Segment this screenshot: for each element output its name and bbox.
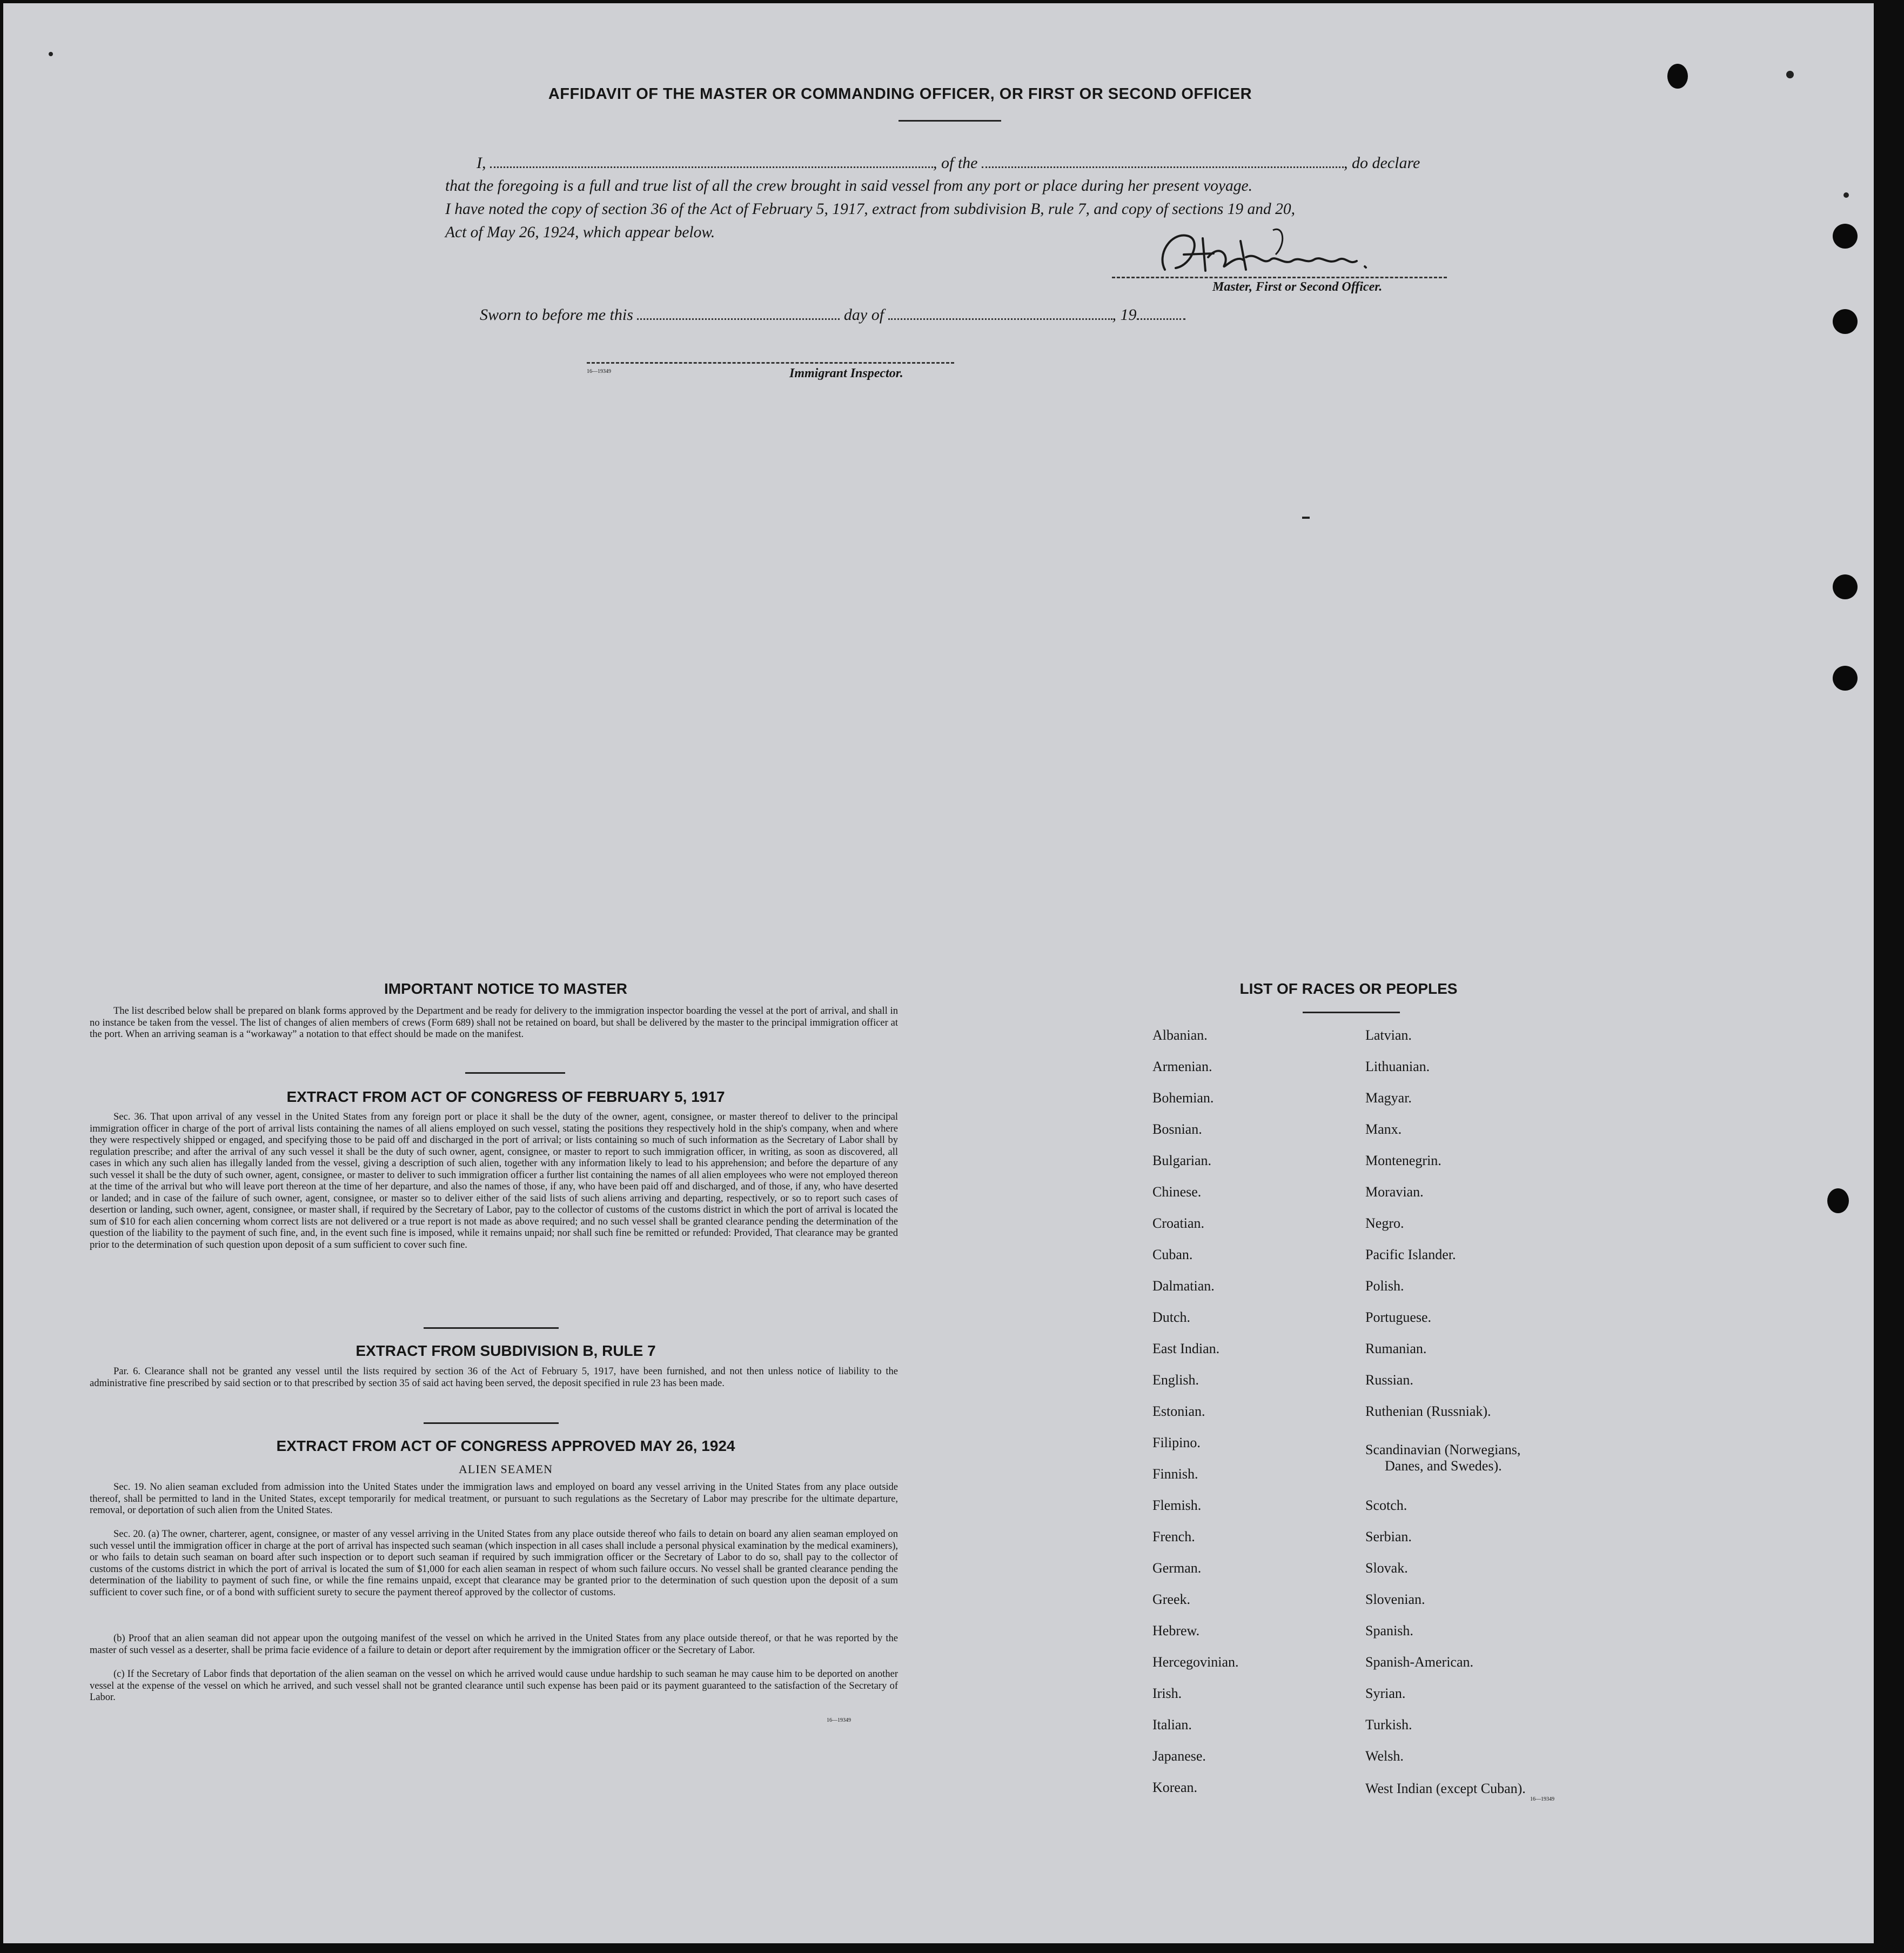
form-number: 16—19349: [827, 1717, 851, 1723]
affidavit-line-2: that the foregoing is a full and true list of all the crew brought in said vessel from any port or place during her present voyage.: [445, 177, 1252, 195]
punch-hole: [1833, 666, 1858, 691]
inspector-signature-line: [587, 362, 954, 364]
race-item: Irish.: [1152, 1686, 1182, 1701]
divider: [424, 1327, 559, 1329]
race-item: Manx.: [1365, 1121, 1402, 1137]
race-item: Pacific Islander.: [1365, 1247, 1456, 1262]
declarant-name-field: [490, 155, 933, 168]
race-item: Korean.: [1152, 1780, 1198, 1795]
sworn-label: Sworn to before me this: [480, 306, 633, 324]
affidavit-line-3: I have noted the copy of section 36 of the Act of February 5, 1917, extract from subdivision B, rule 7, and copy of sections 19 and 20,: [445, 200, 1296, 218]
officer-signature: [1154, 222, 1408, 282]
punch-hole: [1833, 224, 1858, 249]
race-item: Armenian.: [1152, 1059, 1212, 1074]
race-item: Scandinavian (Norwegians,: [1365, 1442, 1521, 1457]
race-item: Ruthenian (Russniak).: [1365, 1403, 1491, 1419]
affidavit-title: AFFIDAVIT OF THE MASTER OR COMMANDING OFFICER, OR FIRST OR SECOND OFFICER: [548, 85, 1252, 103]
sworn-line: [480, 306, 1185, 324]
race-item: Syrian.: [1365, 1686, 1406, 1701]
race-item: Slovenian.: [1365, 1591, 1425, 1607]
race-item: Hercegovinian.: [1152, 1654, 1239, 1670]
punch-hole: [1833, 309, 1858, 334]
race-item: Lithuanian.: [1365, 1059, 1430, 1074]
sworn-year-field: [1137, 306, 1185, 320]
affidavit-line-1: [477, 154, 1420, 172]
sworn-day-field: [637, 306, 840, 320]
race-item: Greek.: [1152, 1591, 1191, 1607]
inspector-caption: Immigrant Inspector.: [789, 366, 903, 380]
race-item: West Indian (except Cuban).: [1365, 1781, 1526, 1796]
extract-1924-title: EXTRACT FROM ACT OF CONGRESS APPROVED MAY 26, 1924: [276, 1437, 735, 1454]
signature-caption: Master, First or Second Officer.: [1212, 280, 1383, 294]
race-item: Polish.: [1365, 1278, 1404, 1294]
race-item: Montenegrin.: [1365, 1153, 1442, 1168]
race-item: East Indian.: [1152, 1341, 1220, 1356]
divider: [465, 1072, 565, 1074]
race-item: French.: [1152, 1529, 1195, 1544]
of-the-label: , of the: [933, 154, 978, 172]
race-item: Scotch.: [1365, 1497, 1407, 1513]
race-item: English.: [1152, 1372, 1199, 1388]
punch-hole: [1667, 64, 1688, 89]
race-item: Serbian.: [1365, 1529, 1412, 1544]
rule-7-title: EXTRACT FROM SUBDIVISION B, RULE 7: [356, 1342, 656, 1359]
race-item: Portuguese.: [1365, 1309, 1432, 1325]
title-underline: [899, 120, 1001, 122]
race-item: Magyar.: [1365, 1090, 1412, 1106]
declarant-label: I,: [477, 154, 486, 172]
races-title: LIST OF RACES OR PEOPLES: [1239, 980, 1458, 997]
rule-7-text: Par. 6. Clearance shall not be granted any vessel until the lists required by section 36 of the Act of February 5, 1917, have been furnished, and not then unless notice of liability to the administrative fine prescribed by said section or to that prescribed by section 35 of said act having been served, the deposit specified in rule 23 has been made.: [90, 1366, 898, 1389]
race-item: Bohemian.: [1152, 1090, 1214, 1106]
race-item: German.: [1152, 1560, 1202, 1576]
form-number: 16—19349: [1530, 1796, 1554, 1802]
race-item: Spanish-American.: [1365, 1654, 1474, 1670]
race-item: Bosnian.: [1152, 1121, 1202, 1137]
race-item: Welsh.: [1365, 1748, 1404, 1764]
form-number: 16—19349: [587, 369, 611, 374]
punch-hole: [1833, 574, 1858, 599]
speck: [49, 52, 53, 56]
year-label: , 19: [1112, 306, 1137, 324]
signature-line: [1112, 277, 1447, 278]
notice-title: IMPORTANT NOTICE TO MASTER: [384, 980, 628, 997]
day-of-label: day of: [843, 306, 884, 324]
speck: [1302, 517, 1310, 519]
race-item: Bulgarian.: [1152, 1153, 1212, 1168]
extract-1917-title: EXTRACT FROM ACT OF CONGRESS OF FEBRUARY 5, 1917: [286, 1088, 725, 1105]
document-page: [3, 3, 1874, 1943]
notice-text: The list described below shall be prepared on blank forms approved by the Department and be ready for delivery to the immigration inspector boarding the vessel at the port of arrival, and shall in no instance be taken from the vessel. The list of changes of alien members of crews (Form 689) shall not be retained on board, but shall be delivered by the master to the principal immigration officer at the port. When an arriving seaman is a “workaway” a notation to that effect should be made on the manifest.: [90, 1006, 898, 1040]
race-item: Japanese.: [1152, 1748, 1206, 1764]
race-item: Albanian.: [1152, 1027, 1208, 1043]
divider: [424, 1422, 559, 1424]
race-item: Spanish.: [1365, 1623, 1413, 1638]
race-item: Russian.: [1365, 1372, 1413, 1388]
sworn-month-field: [888, 306, 1112, 320]
race-item: Hebrew.: [1152, 1623, 1200, 1638]
sec-20c-text: (c) If the Secretary of Labor finds that deportation of the alien seaman on the vessel on which he arrived would cause undue hardship to such seaman he may cause him to be deported on another vessel at the expense of the vessel on which he arrived, and such vessel shall not be granted clearance until such expense has been paid or its payment guaranteed to the satisfaction of the Secretary of Labor.: [90, 1669, 898, 1703]
alien-seamen-subtitle: ALIEN SEAMEN: [459, 1462, 553, 1476]
race-item: Slovak.: [1365, 1560, 1408, 1576]
race-item: Italian.: [1152, 1717, 1192, 1733]
speck: [1843, 192, 1849, 198]
race-item: Filipino.: [1152, 1435, 1201, 1450]
speck: [1786, 71, 1794, 78]
sec-19-text: Sec. 19. No alien seaman excluded from admission into the United States under the immigration laws and employed on board any vessel arriving in the United States from any place outside thereof, shall be permitted to land in the United States, except temporarily for medical treatment, or pursuant to such regulations as the Secretary of Labor may prescribe for the ultimate departure, removal, or deportation of such alien from the United States.: [90, 1482, 898, 1516]
sec-20b-text: (b) Proof that an alien seaman did not appear upon the outgoing manifest of the vessel on which he arrived in the United States from any place outside thereof, or that he was reported by the master of such vessel as a deserter, shall be prima facie evidence of a failure to detain or deport after requirement by the immigration officer or the Secretary of Labor.: [90, 1633, 898, 1656]
sec-20a-text: Sec. 20. (a) The owner, charterer, agent, consignee, or master of any vessel arriving in the United States from any place outside thereof who fails to detain on board any alien seaman employed on such vessel until the immigration officer in charge at the port of arrival has inspected such seaman (which inspection in all cases shall include a personal physical examination by the medical examiners), or who fails to detain such seaman on board after such inspection or to deport such seaman if required by such immigration officer or the Secretary of Labor to do so, shall pay to the collector of customs of the customs district in which the port of arrival is located the sum of $1,000 for each alien seaman in respect of whom such failure occurs. No vessel shall be granted clearance pending the determination of the liability to payment of such fine, or while the fine remains unpaid, except that clearance may be granted prior to the determination of such question upon the deposit of a sum sufficient to cover such fine, or of a bond with sufficient surety to secure the payment thereof approved by the collector of customs.: [90, 1529, 898, 1598]
race-item: Rumanian.: [1365, 1341, 1427, 1356]
race-item: Dalmatian.: [1152, 1278, 1215, 1294]
race-item: Flemish.: [1152, 1497, 1202, 1513]
vessel-name-field: [982, 155, 1344, 168]
divider: [1303, 1012, 1400, 1013]
race-item: Cuban.: [1152, 1247, 1193, 1262]
race-item: Latvian.: [1365, 1027, 1412, 1043]
race-item: Danes, and Swedes).: [1385, 1458, 1502, 1474]
race-item: Finnish.: [1152, 1466, 1198, 1482]
race-item: Turkish.: [1365, 1717, 1412, 1733]
extract-1917-text: Sec. 36. That upon arrival of any vessel in the United States from any foreign port or place it shall be the duty of the owner, agent, consignee, or master thereof to deliver to the principal immigration officer in charge of the port of arrival lists containing the names of all aliens employed on such vessel, stating the positions they respectively hold in the ship's company, when and where they were respectively shipped or engaged, and specifying those to be paid off and discharged in the port of arrival; or lists containing so much of such information as the Secretary of Labor shall by regulation prescribe; and after the arrival of any such vessel it shall be the duty of such owner, agent, consignee, or master to report to such immigration officer, in writing, as soon as discovered, all cases in which any such alien has illegally landed from the vessel, giving a description of such alien, together with any information likely to lead to his apprehension; and before the departure of any such vessel it shall be the duty of such owner, agent, consignee, or master to deliver to such immigration officer a further list containing the names of all alien employees who were not employed thereon at the time of the arrival but who will leave port thereon at the time of her departure, and also the names of those, if any, who have been paid off and discharged, and of those, if any, who have deserted or landed; and in case of the failure of such owner, agent, consignee, or master so to deliver either of the said lists of such aliens arriving and departing, respectively, or so to report such cases of desertion or landing, such owner, agent, consignee, or master shall, if required by the Secretary of Labor, pay to the collector of customs of the customs district in which the port of arrival is located the sum of $10 for each alien concerning whom correct lists are not delivered or a true report is not made as above required; and no such vessel shall be granted clearance pending the determination of the question of the liability to the payment of such fine, and, in the event such fine is imposed, while it remains unpaid; nor shall such fine be remitted or refunded: Provided, That clearance may be granted prior to the determination of such question upon deposit of a sum sufficient to cover such fine.: [90, 1112, 898, 1250]
race-item: Croatian.: [1152, 1215, 1205, 1231]
race-item: Negro.: [1365, 1215, 1404, 1231]
race-item: Estonian.: [1152, 1403, 1205, 1419]
race-item: Chinese.: [1152, 1184, 1202, 1200]
do-declare-label: , do declare: [1344, 154, 1420, 172]
race-item: Moravian.: [1365, 1184, 1424, 1200]
race-item: Dutch.: [1152, 1309, 1191, 1325]
punch-hole: [1827, 1188, 1849, 1213]
affidavit-line-4: Act of May 26, 1924, which appear below.: [445, 224, 715, 241]
